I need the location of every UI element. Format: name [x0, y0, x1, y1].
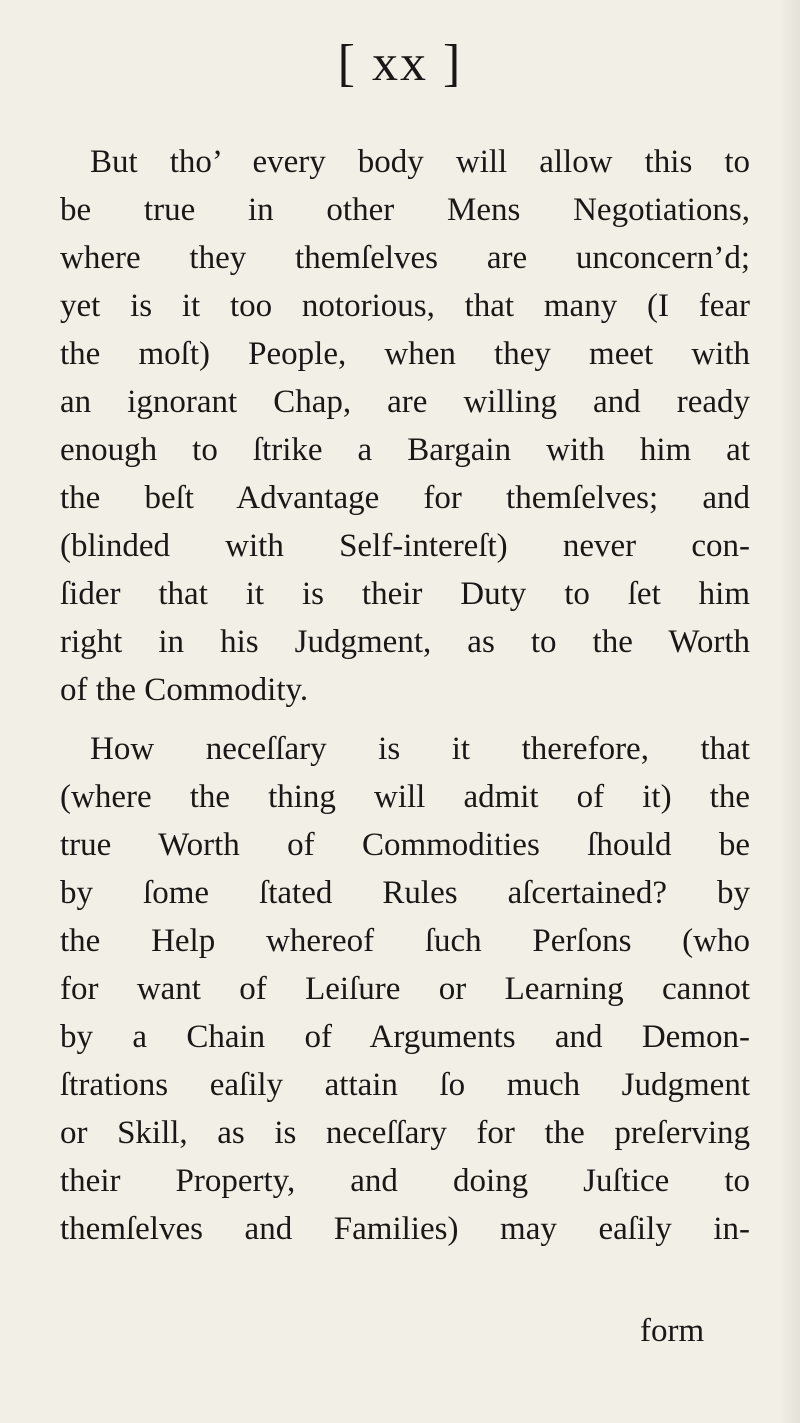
- text-line: by a Chain of Arguments and Demon-: [60, 1019, 750, 1055]
- text-line: the beſt Advantage for themſelves; and: [60, 480, 750, 516]
- page-number: [ xx ]: [337, 35, 463, 92]
- text-line: yet is it too notorious, that many (I fear: [60, 288, 750, 324]
- text-line: themſelves and Families) may eaſily in-: [60, 1211, 750, 1247]
- text-line: or Skill, as is neceſſary for the preſerving: [60, 1115, 750, 1151]
- text-line: their Property, and doing Juſtice to: [60, 1163, 750, 1199]
- paragraph-2: [60, 725, 750, 1253]
- text-line: How neceſſary is it therefore, that: [90, 731, 750, 767]
- text-line: an ignorant Chap, are willing and ready: [60, 384, 750, 420]
- text-line: of the Commodity.: [60, 672, 309, 708]
- text-line: for want of Leiſure or Learning cannot: [60, 971, 750, 1007]
- text-line: right in his Judgment, as to the Worth: [60, 624, 750, 660]
- text-line: be true in other Mens Negotiations,: [60, 192, 750, 228]
- text-line: (where the thing will admit of it) the: [60, 779, 750, 815]
- text-line: ſtrations eaſily attain ſo much Judgment: [60, 1067, 750, 1103]
- text-line: true Worth of Commodities ſhould be: [60, 827, 750, 863]
- text-line: where they themſelves are unconcern’d;: [60, 240, 750, 276]
- text-line: (blinded with Self-intereſt) never con-: [60, 528, 750, 564]
- text-line: the Help whereof ſuch Perſons (who: [60, 923, 750, 959]
- paragraph-1: [60, 138, 750, 714]
- catchword: form: [640, 1313, 705, 1349]
- text-line: ſider that it is their Duty to ſet him: [60, 576, 750, 612]
- text-line: by ſome ſtated Rules aſcertained? by: [60, 875, 750, 911]
- text-line: enough to ſtrike a Bargain with him at: [60, 432, 750, 468]
- text-line: But tho’ every body will allow this to: [90, 144, 750, 180]
- page-edge-shadow: [778, 0, 800, 1423]
- text-line: the moſt) People, when they meet with: [60, 336, 750, 372]
